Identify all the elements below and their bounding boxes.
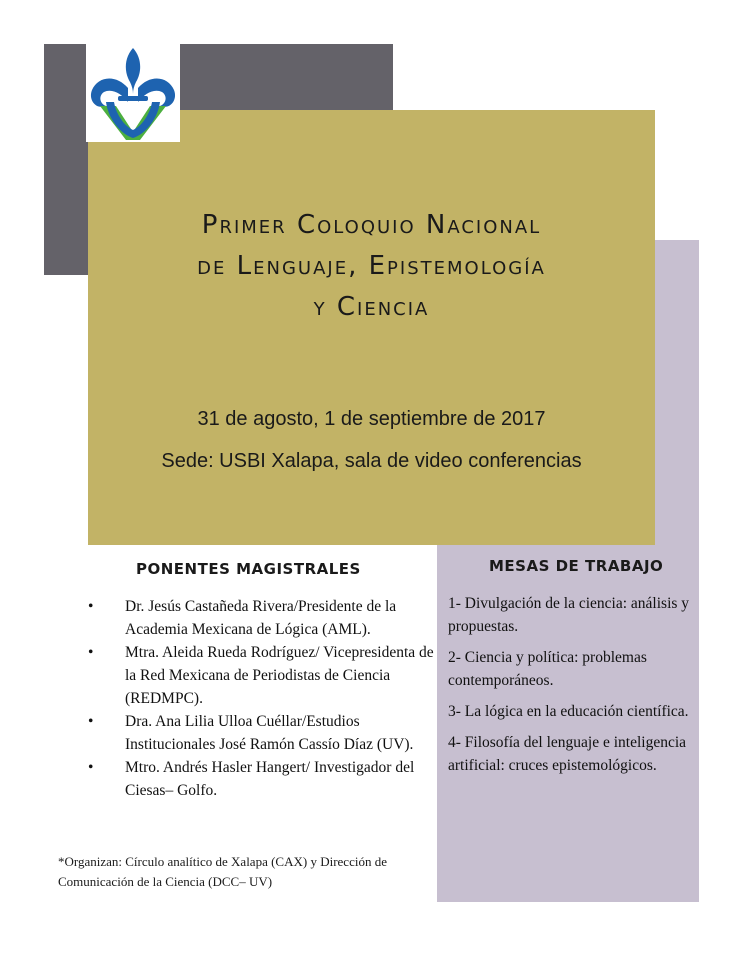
- event-title: [88, 205, 655, 328]
- mesas-list: [448, 592, 693, 785]
- list-item: 3- La lógica en la educación científica.: [448, 703, 689, 720]
- list-item: 2- Ciencia y política: problemas contemporáneos.: [448, 649, 647, 689]
- uv-logo: [86, 44, 180, 142]
- title-line-3: y Ciencia: [313, 292, 430, 322]
- list-item: [84, 595, 434, 641]
- event-dates: 31 de agosto, 1 de septiembre de 2017: [197, 408, 546, 430]
- bullet-icon: •: [88, 759, 94, 776]
- list-item: 1- Divulgación de la ciencia: análisis y propuestas.: [448, 595, 690, 635]
- bullet-icon: •: [88, 644, 94, 661]
- list-item: [84, 710, 434, 756]
- organizers-footnote: *Organizan: Círculo analítico de Xalapa (CAX) y Dirección de Comunicación de la Ciencia (DCC– UV): [58, 854, 387, 889]
- list-item: [84, 756, 434, 802]
- event-venue: Sede: USBI Xalapa, sala de video conferencias: [161, 450, 582, 472]
- title-line-2: de Lenguaje, Epistemología: [197, 251, 546, 281]
- ponente-text: Dra. Ana Lilia Ulloa Cuéllar/Estudios Institucionales José Ramón Cassío Díaz (UV).: [125, 713, 414, 753]
- uv-fleur-de-lis-logo-icon: [86, 44, 180, 142]
- ponentes-heading: PONENTES MAGISTRALES: [136, 560, 361, 578]
- list-item: [84, 641, 434, 710]
- ponentes-list: [84, 595, 434, 802]
- title-line-1: Primer Coloquio Nacional: [201, 210, 542, 240]
- ponente-text: Mtra. Aleida Rueda Rodríguez/ Vicepresidenta de la Red Mexicana de Periodistas de Ciencia (REDMPC).: [125, 644, 434, 707]
- mesas-heading: MESAS DE TRABAJO: [489, 557, 664, 575]
- ponente-text: Mtro. Andrés Hasler Hangert/ Investigador del Ciesas– Golfo.: [125, 759, 415, 799]
- bullet-icon: •: [88, 598, 94, 615]
- bullet-icon: •: [88, 713, 94, 730]
- list-item: 4- Filosofía del lenguaje e inteligencia artificial: cruces epistemológicos.: [448, 734, 687, 774]
- ponente-text: Dr. Jesús Castañeda Rivera/Presidente de la Academia Mexicana de Lógica (AML).: [125, 598, 397, 638]
